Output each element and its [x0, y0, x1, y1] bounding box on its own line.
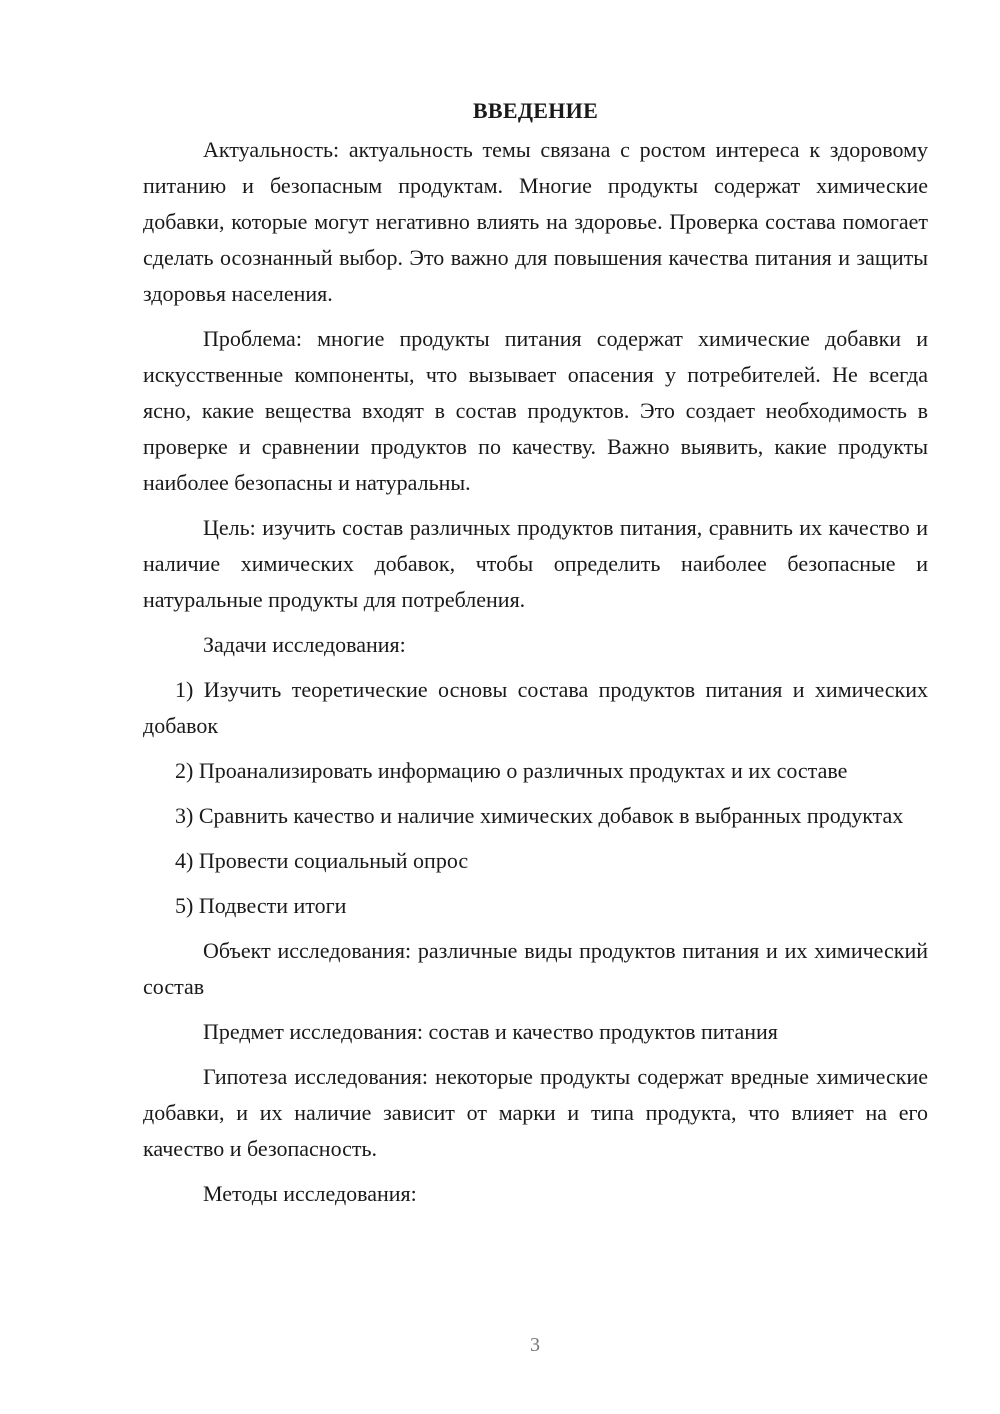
problem-paragraph: Проблема: многие продукты питания содержат химические добавки и искусственные компоненты, что вызывает опасения у потребителей. Не всегда ясно, какие вещества входят в состав продуктов. Это создает необходимость в проверке и сравнении продуктов по качеству. Важно выявить, какие продукты наиболее безопасны и натуральны.: [143, 326, 928, 495]
relevance-paragraph: Актуальность: актуальность темы связана с ростом интереса к здоровому питанию и безопасным продуктам. Многие продукты содержат химические добавки, которые могут негативно влиять на здоровье. Проверка состава помогает сделать осознанный выбор. Это важно для повышения качества питания и защиты здоровья населения.: [143, 137, 928, 306]
document-title: ВВЕДЕНИЕ: [472, 98, 599, 123]
document-page: [143, 96, 928, 1221]
tasks-heading: Задачи исследования:: [203, 632, 406, 657]
goal-paragraph: Цель: изучить состав различных продуктов питания, сравнить их качество и наличие химических добавок, чтобы определить наиболее безопасные и натуральные продукты для потребления.: [143, 515, 928, 612]
methods-heading: Методы исследования:: [203, 1181, 417, 1206]
task-item-5: 5) Подвести итоги: [175, 893, 347, 918]
task-item-3: 3) Сравнить качество и наличие химических добавок в выбранных продуктах: [175, 803, 904, 828]
task-item-2: 2) Проанализировать информацию о различных продуктах и их составе: [175, 758, 848, 783]
task-item-4: 4) Провести социальный опрос: [175, 848, 469, 873]
subject-paragraph: Предмет исследования: состав и качество продуктов питания: [203, 1019, 778, 1044]
task-item-1: 1) Изучить теоретические основы состава продуктов питания и химических добавок: [143, 677, 928, 738]
page-number: 3: [530, 1334, 540, 1356]
hypothesis-paragraph: Гипотеза исследования: некоторые продукты содержат вредные химические добавки, и их наличие зависит от марки и типа продукта, что влияет на его качество и безопасность.: [143, 1064, 928, 1161]
object-paragraph: Объект исследования: различные виды продуктов питания и их химический состав: [143, 938, 928, 999]
